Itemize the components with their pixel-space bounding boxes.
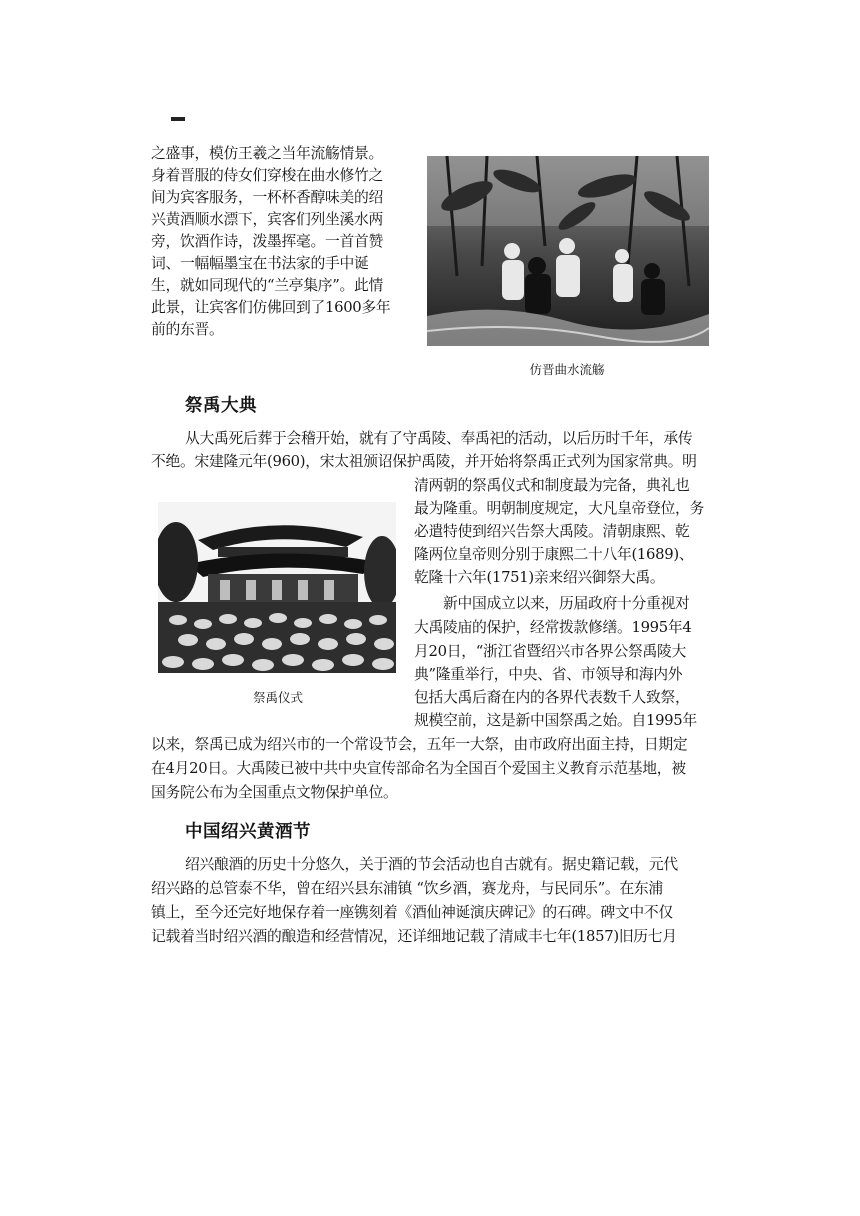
figure-gathering-photo [427, 156, 709, 346]
yu-side-line-8: 月20日，“浙江省暨绍兴市各界公祭禹陵大 [414, 643, 686, 660]
yu-side-line-6: 新中国成立以来，历届政府十分重视对 [443, 595, 690, 612]
wine-line-1: 绍兴酿酒的历史十分悠久，关于酒的节会活动也自古就有。据史籍记载，元代 [185, 856, 678, 873]
photo-ancient-drinking-gathering-icon [427, 156, 709, 346]
intro-line-1: 之盛事，模仿王羲之当年流觞情景。 [151, 145, 383, 162]
yu-side-line-4: 隆两位皇帝则分别于康熙二十八年(1689)、 [414, 546, 694, 563]
wine-line-3: 镇上，至今还完好地保存着一座镌刻着《酒仙神诞演庆碑记》的石碑。碑文中不仅 [151, 904, 673, 921]
section-heading-yu-ceremony: 祭禹大典 [185, 396, 257, 416]
intro-line-5: 旁，饮酒作诗，泼墨挥毫。一首首赞 [151, 233, 383, 250]
yu-side-line-1: 清两朝的祭禹仪式和制度最为完备，典礼也 [414, 477, 690, 494]
wine-line-2: 绍兴路的总管泰不华，曾在绍兴县东浦镇 “饮乡酒，赛龙舟，与民同乐”。在东浦 [151, 880, 663, 897]
yu-side-line-7: 大禹陵庙的保护，经常拨款修缮。1995年4 [414, 619, 692, 636]
yu-side-line-10: 包括大禹后裔在内的各界代表数千人致祭， [414, 689, 690, 706]
yu-line-2: 不绝。宋建隆元年(960)，宋太祖颁诏保护禹陵，并开始将祭禹正式列为国家常典。明 [151, 453, 697, 470]
yu-side-line-2: 最为隆重。明朝制度规定，大凡皇帝登位，务 [414, 500, 704, 517]
intro-line-2: 身着晋服的侍女们穿梭在曲水修竹之 [151, 167, 383, 184]
page-edge-mark [171, 117, 185, 121]
figure-gathering-caption: 仿晋曲水流觞 [529, 362, 605, 377]
yu-side-line-9: 典”隆重举行，中央、省、市领导和海内外 [414, 666, 683, 683]
figure-ceremony-photo [158, 502, 396, 673]
intro-line-9: 前的东晋。 [151, 321, 224, 338]
yu-line-bottom-1: 以来，祭禹已成为绍兴市的一个常设节会，五年一大祭，由市政府出面主持，日期定 [151, 736, 688, 753]
intro-line-6: 词、一幅幅墨宝在书法家的手中诞 [151, 255, 369, 272]
intro-line-8: 此景，让宾客们仿佛回到了1600多年 [151, 299, 391, 316]
section-heading-wine-festival: 中国绍兴黄酒节 [185, 822, 311, 842]
yu-side-line-11: 规模空前，这是新中国祭禹之始。自1995年 [414, 712, 697, 729]
figure-ceremony-caption: 祭禹仪式 [252, 690, 303, 705]
yu-line-bottom-2: 在4月20日。大禹陵已被中共中央宣传部命名为全国百个爱国主义教育示范基地，被 [151, 760, 686, 777]
wine-line-4: 记载着当时绍兴酒的酿造和经营情况，还详细地记载了清咸丰七年(1857)旧历七月 [151, 928, 677, 945]
photo-temple-ceremony-icon [158, 502, 396, 673]
intro-line-3: 间为宾客服务，一杯杯香醇味美的绍 [151, 189, 383, 206]
yu-side-line-5: 乾隆十六年(1751)亲来绍兴御祭大禹。 [414, 569, 665, 586]
intro-line-7: 生，就如同现代的“兰亭集序”。此情 [151, 277, 383, 294]
intro-line-4: 兴黄酒顺水漂下，宾客们列坐溪水两 [151, 211, 383, 228]
yu-side-line-3: 必遣特使到绍兴告祭大禹陵。清朝康熙、乾 [414, 523, 690, 540]
yu-line-1: 从大禹死后葬于会稽开始，就有了守禹陵、奉禹祀的活动，以后历时千年，承传 [185, 430, 693, 447]
yu-line-bottom-3: 国务院公布为全国重点文物保护单位。 [151, 784, 398, 801]
